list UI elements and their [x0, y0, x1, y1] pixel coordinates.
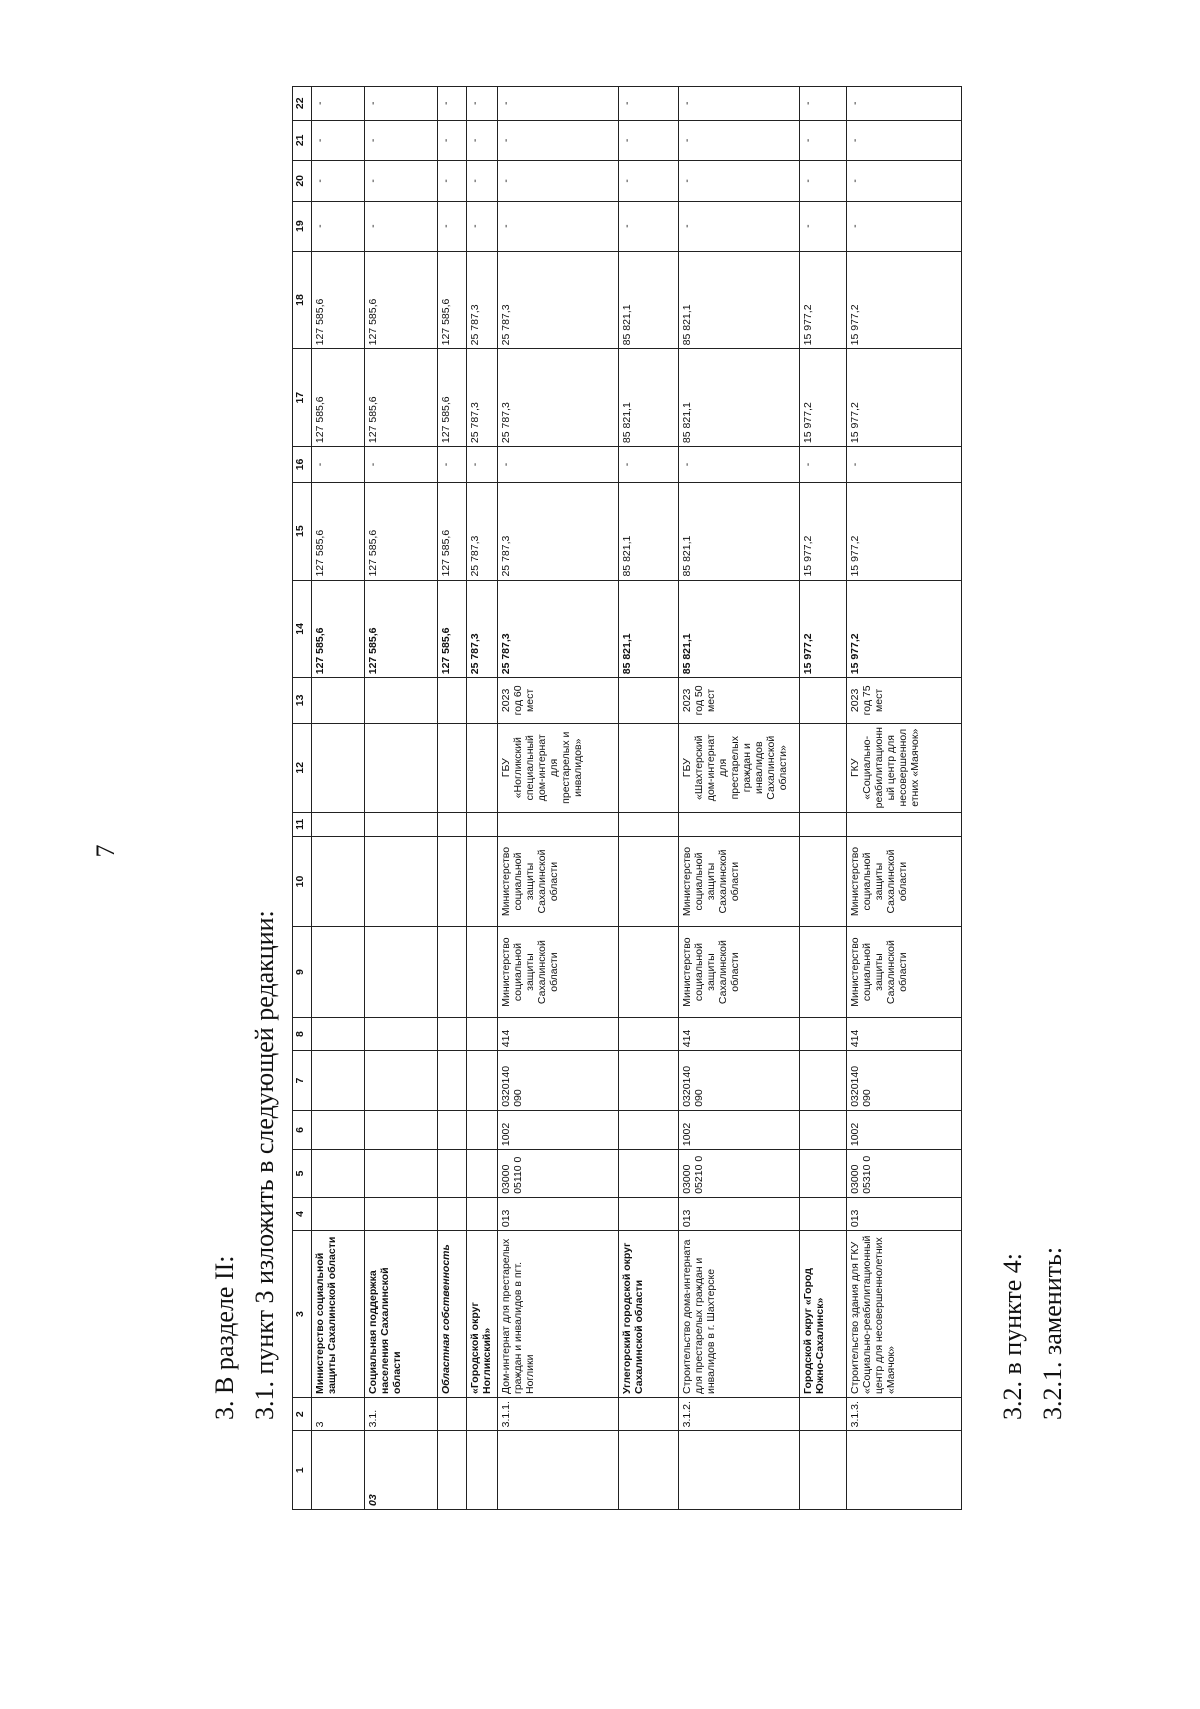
- table-cell: -: [679, 447, 800, 483]
- table-cell: -: [498, 87, 619, 121]
- table-cell: -: [312, 201, 365, 251]
- table-cell: 15 977,2: [847, 251, 962, 349]
- table-cell: [800, 836, 847, 927]
- table-cell: [800, 1197, 847, 1230]
- table-cell: -: [467, 87, 498, 121]
- table-cell: -: [800, 447, 847, 483]
- table-cell: -: [438, 161, 467, 202]
- table-cell: [800, 812, 847, 836]
- table-cell: 25 787,3: [467, 580, 498, 678]
- table-cell: 85 821,1: [679, 580, 800, 678]
- table-cell: 127 585,6: [438, 580, 467, 678]
- table-cell: 03000 05110 0: [498, 1150, 619, 1198]
- table-cell: [467, 1110, 498, 1149]
- table-cell: -: [679, 161, 800, 202]
- table-cell: -: [800, 201, 847, 251]
- table-row: [619, 87, 679, 1510]
- table-cell: 127 585,6: [365, 251, 438, 349]
- table-cell: 25 787,3: [498, 251, 619, 349]
- table-cell: Областная собственность: [438, 1231, 467, 1398]
- table-cell: [619, 1150, 679, 1198]
- table-cell: [438, 1017, 467, 1050]
- table-cell: [619, 1397, 679, 1430]
- table-cell: [365, 1017, 438, 1050]
- table-cell: [847, 1431, 962, 1510]
- table-cell: 0320140 090: [679, 1051, 800, 1111]
- col-header: 15: [293, 482, 312, 580]
- table-cell: -: [847, 447, 962, 483]
- col-header: 18: [293, 251, 312, 349]
- table-cell: [438, 836, 467, 927]
- table-cell: 03: [365, 1431, 438, 1510]
- col-header: 13: [293, 678, 312, 723]
- table-cell: [438, 723, 467, 812]
- table-cell: [438, 1431, 467, 1510]
- table-cell: [467, 1017, 498, 1050]
- table-cell: -: [365, 120, 438, 161]
- table-cell: [619, 1197, 679, 1230]
- table-cell: [467, 927, 498, 1018]
- table-cell: 85 821,1: [619, 580, 679, 678]
- table-cell: 85 821,1: [619, 482, 679, 580]
- table-cell: -: [847, 87, 962, 121]
- col-header: 19: [293, 201, 312, 251]
- col-header: 11: [293, 812, 312, 836]
- table-cell: -: [498, 161, 619, 202]
- table-cell: -: [619, 120, 679, 161]
- table-cell: [365, 836, 438, 927]
- table-cell: Министерство социальной защиты Сахалинской области: [498, 836, 619, 927]
- table-cell: -: [365, 161, 438, 202]
- table-cell: [365, 678, 438, 723]
- col-header: 10: [293, 836, 312, 927]
- item-heading-2: 3.2. в пункте 4:: [998, 1252, 1027, 1420]
- table-cell: Министерство социальной защиты Сахалинской области: [679, 927, 800, 1018]
- table-cell: [467, 836, 498, 927]
- table-row: [679, 87, 800, 1510]
- table-cell: -: [679, 87, 800, 121]
- col-header: 3: [293, 1231, 312, 1398]
- table-cell: 2023 год 75 мест: [847, 678, 962, 723]
- table-cell: [619, 1110, 679, 1149]
- table-cell: 25 787,3: [498, 580, 619, 678]
- col-header: 7: [293, 1051, 312, 1111]
- col-header: 2: [293, 1397, 312, 1430]
- table-cell: 15 977,2: [800, 482, 847, 580]
- table-cell: -: [312, 120, 365, 161]
- table-cell: Социальная поддержка населения Сахалинской области: [365, 1231, 438, 1398]
- table-cell: [679, 812, 800, 836]
- table-cell: Строительство дома-интерната для престарелых граждан и инвалидов в г. Шахтерске: [679, 1231, 800, 1398]
- table-cell: -: [312, 87, 365, 121]
- table-cell: 414: [847, 1017, 962, 1050]
- table-cell: -: [365, 201, 438, 251]
- col-header: 20: [293, 161, 312, 202]
- table-cell: [619, 723, 679, 812]
- table-cell: -: [847, 161, 962, 202]
- table-cell: -: [438, 120, 467, 161]
- table-cell: -: [467, 120, 498, 161]
- table-cell: [800, 1017, 847, 1050]
- table-cell: [467, 723, 498, 812]
- table-cell: 3.1.: [365, 1397, 438, 1430]
- col-header: 6: [293, 1110, 312, 1149]
- table-cell: -: [800, 161, 847, 202]
- table-cell: 15 977,2: [800, 580, 847, 678]
- table-cell: [312, 812, 365, 836]
- col-header: 12: [293, 723, 312, 812]
- table-cell: 013: [847, 1197, 962, 1230]
- table-cell: [800, 678, 847, 723]
- table-cell: -: [498, 120, 619, 161]
- table-cell: 15 977,2: [847, 349, 962, 447]
- table-cell: 0320140 090: [498, 1051, 619, 1111]
- table-cell: [312, 836, 365, 927]
- table-cell: ГБУ «Шахтерский дом-интернат для престарелых граждан и инвалидов Сахалинской области»: [679, 723, 800, 812]
- table-cell: [467, 1150, 498, 1198]
- table-cell: Углегорский городской округ Сахалинской области: [619, 1231, 679, 1398]
- table-cell: Министерство социальной защиты Сахалинской области: [679, 836, 800, 927]
- table-cell: [619, 1431, 679, 1510]
- table-cell: [438, 1150, 467, 1198]
- col-header: 14: [293, 580, 312, 678]
- table-cell: [800, 1051, 847, 1111]
- col-header: 9: [293, 927, 312, 1018]
- table-cell: -: [312, 161, 365, 202]
- table-cell: [847, 812, 962, 836]
- table-cell: 127 585,6: [312, 580, 365, 678]
- table-cell: -: [498, 201, 619, 251]
- table-cell: -: [800, 87, 847, 121]
- table-cell: 85 821,1: [679, 482, 800, 580]
- table-cell: ГБУ «Ногликский специальный дом-интернат для престарелых и инвалидов»: [498, 723, 619, 812]
- table-cell: [365, 1110, 438, 1149]
- table-cell: -: [438, 201, 467, 251]
- table-cell: 127 585,6: [438, 349, 467, 447]
- table-cell: -: [800, 120, 847, 161]
- col-header: 17: [293, 349, 312, 447]
- col-header: 8: [293, 1017, 312, 1050]
- table-cell: 15 977,2: [847, 580, 962, 678]
- table-cell: [312, 723, 365, 812]
- table-cell: 15 977,2: [847, 482, 962, 580]
- table-cell: 85 821,1: [619, 251, 679, 349]
- table-cell: 127 585,6: [312, 349, 365, 447]
- table-cell: -: [467, 447, 498, 483]
- table-cell: 3.1.1.: [498, 1397, 619, 1430]
- table-cell: 25 787,3: [498, 482, 619, 580]
- table-cell: 1002: [847, 1110, 962, 1149]
- table-cell: [312, 1017, 365, 1050]
- table-cell: [438, 1197, 467, 1230]
- table-cell: [619, 927, 679, 1018]
- table-cell: [467, 1397, 498, 1430]
- table-cell: [467, 812, 498, 836]
- table-cell: 013: [498, 1197, 619, 1230]
- table-cell: [800, 1397, 847, 1430]
- table-cell: [800, 723, 847, 812]
- table-cell: Дом-интернат для престарелых граждан и инвалидов в пгт. Ноглики: [498, 1231, 619, 1398]
- table-cell: [312, 927, 365, 1018]
- table-cell: 15 977,2: [800, 251, 847, 349]
- table-row: [467, 87, 498, 1510]
- table-cell: 127 585,6: [438, 482, 467, 580]
- table-cell: 85 821,1: [619, 349, 679, 447]
- table-cell: 1002: [498, 1110, 619, 1149]
- table-cell: 013: [679, 1197, 800, 1230]
- table-cell: [619, 1017, 679, 1050]
- table-cell: 127 585,6: [365, 580, 438, 678]
- table-cell: 127 585,6: [312, 251, 365, 349]
- table-cell: [800, 1150, 847, 1198]
- table-cell: -: [619, 87, 679, 121]
- table-cell: 85 821,1: [679, 349, 800, 447]
- table-cell: ГКУ «Социально-реабилитационный центр для несовершеннолетних «Маячок»: [847, 723, 962, 812]
- col-header: 4: [293, 1197, 312, 1230]
- program-table: [292, 86, 962, 1510]
- table-cell: Городской округ «Город Южно-Сахалинск»: [800, 1231, 847, 1398]
- table-cell: 3.1.3.: [847, 1397, 962, 1430]
- table-cell: [619, 836, 679, 927]
- table-cell: [438, 927, 467, 1018]
- table-cell: [365, 1150, 438, 1198]
- table-cell: -: [847, 120, 962, 161]
- table-cell: 15 977,2: [800, 349, 847, 447]
- table-cell: [800, 927, 847, 1018]
- table-cell: Министерство социальной защиты Сахалинской области: [847, 927, 962, 1018]
- table-cell: 1002: [679, 1110, 800, 1149]
- table-cell: 2023 год 50 мест: [679, 678, 800, 723]
- table-cell: -: [619, 447, 679, 483]
- table-cell: -: [619, 201, 679, 251]
- table-cell: [312, 1197, 365, 1230]
- table-cell: [467, 1197, 498, 1230]
- table-cell: 414: [498, 1017, 619, 1050]
- table-cell: [438, 1110, 467, 1149]
- table-cell: 25 787,3: [467, 251, 498, 349]
- table-cell: [467, 1431, 498, 1510]
- column-number-row: [293, 87, 312, 1510]
- table-cell: [312, 1110, 365, 1149]
- table-cell: -: [467, 161, 498, 202]
- table-cell: [365, 1197, 438, 1230]
- table-cell: 0320140 090: [847, 1051, 962, 1111]
- table-cell: 85 821,1: [679, 251, 800, 349]
- table-cell: [438, 678, 467, 723]
- table-cell: [619, 1051, 679, 1111]
- table-cell: [312, 678, 365, 723]
- table-cell: [800, 1431, 847, 1510]
- table-cell: [619, 678, 679, 723]
- table-cell: Министерство социальной защиты Сахалинской области: [312, 1231, 365, 1398]
- table-cell: [619, 812, 679, 836]
- item-heading-3: 3.2.1. заменить:: [1038, 1246, 1067, 1420]
- table-cell: [498, 1431, 619, 1510]
- col-header: 16: [293, 447, 312, 483]
- table-cell: Министерство социальной защиты Сахалинской области: [847, 836, 962, 927]
- table-cell: -: [498, 447, 619, 483]
- table-cell: [438, 812, 467, 836]
- table-row: [498, 87, 619, 1510]
- table-row: [800, 87, 847, 1510]
- table-cell: 25 787,3: [467, 482, 498, 580]
- section-heading: 3. В разделе II:: [210, 1255, 239, 1420]
- table-cell: [312, 1150, 365, 1198]
- table-cell: [365, 723, 438, 812]
- table-cell: Строительство здания для ГКУ «Социально-реабилитационный центр для несовершеннолетних «Маячок»: [847, 1231, 962, 1398]
- table-cell: [467, 1051, 498, 1111]
- col-header: 21: [293, 120, 312, 161]
- table-cell: [679, 1431, 800, 1510]
- table-cell: -: [679, 201, 800, 251]
- page-number: 7: [91, 844, 120, 858]
- table-cell: «Городской округ Ногликский»: [467, 1231, 498, 1398]
- col-header: 1: [293, 1431, 312, 1510]
- item-heading: 3.1. пункт 3 изложить в следующей редакции:: [250, 910, 279, 1420]
- table-cell: [365, 927, 438, 1018]
- table-cell: 414: [679, 1017, 800, 1050]
- table-cell: [498, 812, 619, 836]
- table-cell: -: [619, 161, 679, 202]
- table-cell: [365, 812, 438, 836]
- col-header: 22: [293, 87, 312, 121]
- table-cell: -: [365, 447, 438, 483]
- table-cell: -: [467, 201, 498, 251]
- table-row: [438, 87, 467, 1510]
- table-cell: [312, 1051, 365, 1111]
- table-cell: 127 585,6: [438, 251, 467, 349]
- col-header: 5: [293, 1150, 312, 1198]
- table-cell: 3: [312, 1397, 365, 1430]
- table-cell: 25 787,3: [498, 349, 619, 447]
- table-cell: [438, 1397, 467, 1430]
- table-cell: -: [679, 120, 800, 161]
- table-cell: [365, 1051, 438, 1111]
- table-cell: -: [365, 87, 438, 121]
- table-cell: [800, 1110, 847, 1149]
- table-cell: -: [438, 87, 467, 121]
- table-cell: 127 585,6: [312, 482, 365, 580]
- table-cell: [467, 678, 498, 723]
- table-cell: [438, 1051, 467, 1111]
- table-cell: -: [847, 201, 962, 251]
- table-cell: 127 585,6: [365, 482, 438, 580]
- table-cell: 127 585,6: [365, 349, 438, 447]
- table-cell: -: [312, 447, 365, 483]
- table-cell: Министерство социальной защиты Сахалинской области: [498, 927, 619, 1018]
- table-cell: 03000 05310 0: [847, 1150, 962, 1198]
- rotated-document-content: [210, 86, 1200, 1510]
- table-row: [312, 87, 365, 1510]
- table-row: [847, 87, 962, 1510]
- table-row: [365, 87, 438, 1510]
- table-cell: 2023 год 60 мест: [498, 678, 619, 723]
- table-cell: 03000 05210 0: [679, 1150, 800, 1198]
- table-cell: [312, 1431, 365, 1510]
- table-cell: 3.1.2.: [679, 1397, 800, 1430]
- table-cell: -: [438, 447, 467, 483]
- table-cell: 25 787,3: [467, 349, 498, 447]
